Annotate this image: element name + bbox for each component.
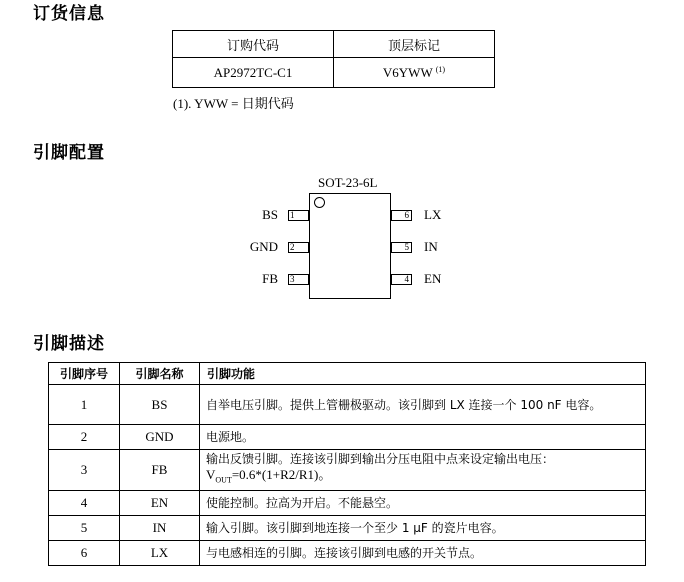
vout-v: V — [206, 467, 216, 482]
pin-name-cell: FB — [120, 450, 200, 491]
section-title-pin-desc: 引脚描述 — [33, 334, 105, 354]
table-row — [49, 540, 646, 565]
header-order-code: 订购代码 — [173, 31, 334, 58]
pin-box-2: 2 — [288, 242, 309, 253]
pin-name-cell: BS — [120, 385, 200, 425]
marking-value: V6YWW — [382, 64, 433, 80]
pin-name-cell: EN — [120, 490, 200, 515]
pin-box-1: 1 — [288, 210, 309, 221]
pin-number-cell: 3 — [49, 450, 120, 491]
table-row — [49, 450, 646, 491]
pin-function-cell: 自举电压引脚。提供上管栅极驱动。该引脚到 LX 连接一个 100 nF 电容。 — [200, 385, 646, 425]
vout-subscript: OUT — [215, 475, 232, 485]
pin-function-cell: 电源地。 — [200, 425, 646, 450]
section-title-pin-config: 引脚配置 — [33, 143, 105, 163]
pin-function-cell: 与电感相连的引脚。连接该引脚到电感的开关节点。 — [200, 540, 646, 565]
pin-name-cell: LX — [120, 540, 200, 565]
pin-function-text: 输出反馈引脚。连接该引脚到输出分压电阻中点来设定输出电压： — [206, 452, 555, 466]
header-pin-name: 引脚名称 — [120, 363, 200, 385]
pin-function-cell: 使能控制。拉高为开启。不能悬空。 — [200, 490, 646, 515]
table-row — [49, 425, 646, 450]
pin-label-fb: FB — [262, 271, 278, 286]
pin-number-cell: 2 — [49, 425, 120, 450]
table-row — [49, 385, 646, 425]
pin-function-cell: 输入引脚。该引脚到地连接一个至少 1 μF 的瓷片电容。 — [200, 515, 646, 540]
table-row — [173, 58, 495, 88]
marking-footnote: (1) — [435, 64, 446, 74]
pin-label-en: EN — [424, 271, 442, 286]
pin-label-lx: LX — [424, 207, 442, 222]
table-row — [49, 490, 646, 515]
vout-formula — [206, 467, 332, 485]
pin-box-5: 5 — [391, 242, 412, 253]
header-top-marking: 顶层标记 — [334, 31, 495, 58]
pin-label-in: IN — [424, 239, 438, 254]
table-row — [49, 515, 646, 540]
pin-description-table — [48, 362, 646, 566]
pin-box-6: 6 — [391, 210, 412, 221]
pin-number-cell: 4 — [49, 490, 120, 515]
pin-label-bs: BS — [262, 207, 278, 222]
pin-number-cell: 6 — [49, 540, 120, 565]
pin1-indicator-icon — [314, 197, 325, 208]
order-table — [172, 30, 495, 88]
pin-function-cell — [200, 450, 646, 491]
package-body — [309, 193, 391, 299]
header-pin-number: 引脚序号 — [49, 363, 120, 385]
table-header-row — [173, 31, 495, 58]
pin-name-cell: IN — [120, 515, 200, 540]
pin-number-cell: 5 — [49, 515, 120, 540]
pin-box-4: 4 — [391, 274, 412, 285]
header-pin-function: 引脚功能 — [200, 363, 646, 385]
vout-expression: =0.6*(1+R2/R1)。 — [231, 467, 332, 482]
table-header-row — [49, 363, 646, 385]
order-code-cell: AP2972TC-C1 — [173, 58, 334, 88]
order-footnote: (1). YWW = 日期代码 — [173, 96, 294, 111]
pin-box-3: 3 — [288, 274, 309, 285]
pin-number-cell: 1 — [49, 385, 120, 425]
section-title-order-info: 订货信息 — [33, 4, 105, 24]
pin-label-gnd: GND — [249, 239, 278, 254]
marking-cell — [334, 58, 495, 88]
package-name: SOT-23-6L — [318, 175, 378, 190]
pin-name-cell: GND — [120, 425, 200, 450]
